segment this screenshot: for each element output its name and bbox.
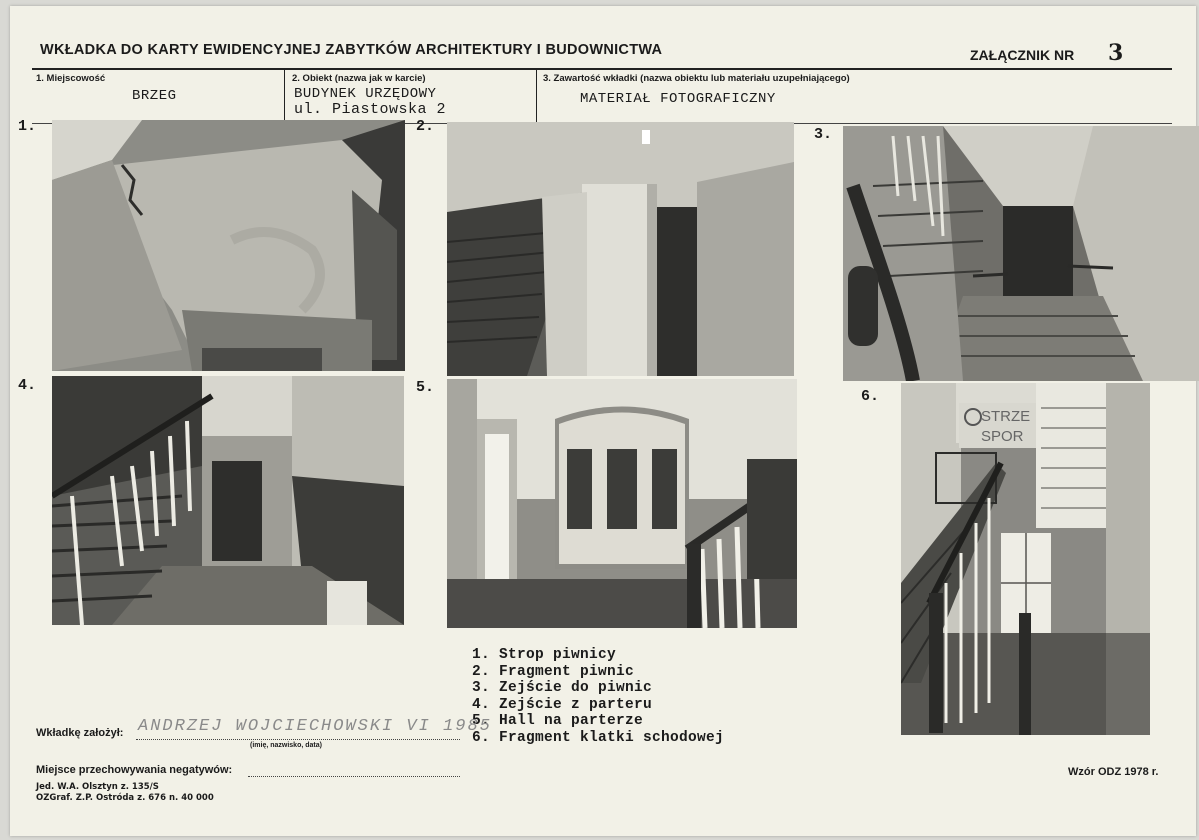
attachment-label: ZAŁĄCZNIK NR (970, 47, 1075, 63)
header-rule (32, 68, 1172, 70)
caption-1: 1. Strop piwnicy (472, 647, 617, 663)
field-divider-2 (536, 69, 537, 124)
photo-number-5: 5. (416, 379, 435, 396)
pattern-label: Wzór ODZ 1978 r. (1068, 766, 1159, 778)
strzelec-sign-line-1: STRZE (981, 408, 1031, 425)
object-value-name: BUDYNEK URZĘDOWY (294, 86, 437, 102)
storage-dotted-line (248, 776, 460, 777)
locality-label: 1. Miejscowość (36, 73, 106, 84)
author-sublabel: (imię, nazwisko, data) (250, 742, 322, 749)
caption-2: 2. Fragment piwnic (472, 663, 635, 680)
photo-number-4: 4. (18, 377, 37, 394)
author-label: Wkładkę założył: (36, 727, 124, 739)
caption-6: 6. Fragment klatki schodowej (472, 729, 725, 746)
content-label: 3. Zawartość wkładki (nazwa obiektu lub materiału uzupełniającego) (543, 73, 850, 84)
photo-cellar-ceiling (52, 120, 405, 371)
photo-ground-floor-hall (447, 379, 797, 628)
printer-note (36, 782, 214, 804)
photo-number-3: 3. (814, 126, 833, 143)
printer-line-1: Jed. W.A. Olsztyn z. 135/S (36, 782, 159, 792)
caption-3: 3. Zejście do piwnic (472, 680, 653, 696)
caption-4: 4. Zejście z parteru (472, 696, 653, 713)
strzelec-sign-line-2: SPOR (981, 428, 1024, 445)
photo-number-2: 2. (416, 118, 435, 135)
photo-stairs-to-cellar (843, 126, 1199, 381)
object-label: 2. Obiekt (nazwa jak w karcie) (292, 73, 426, 84)
photo-number-6: 6. (861, 388, 880, 405)
object-value-address: ul. Piastowska 2 (294, 101, 447, 118)
attachment-number: 3 (1108, 40, 1124, 66)
photo-cellar-fragment (447, 122, 794, 376)
caption-5: 5. Hall na parterze (472, 713, 644, 729)
printer-line-2: OZGraf. Z.P. Ostróda z. 676 n. 40 000 (36, 793, 214, 803)
photo-staircase-fragment (901, 383, 1150, 735)
locality-value: BRZEG (132, 88, 177, 104)
field-divider-1 (284, 69, 285, 124)
photo-stairs-from-ground-floor (52, 376, 404, 625)
author-dotted-line (136, 739, 460, 740)
record-card-sheet (10, 6, 1196, 836)
storage-label: Miejsce przechowywania negatywów: (36, 764, 233, 776)
photo-number-1: 1. (18, 118, 37, 135)
author-signature: ANDRZEJ WOJCIECHOWSKI VI 1985 (138, 717, 492, 736)
document-title: WKŁADKA DO KARTY EWIDENCYJNEJ ZABYTKÓW ARCHITEKTURY I BUDOWNICTWA (40, 42, 663, 58)
content-value: MATERIAŁ FOTOGRAFICZNY (580, 91, 776, 107)
captions-list (472, 647, 724, 746)
